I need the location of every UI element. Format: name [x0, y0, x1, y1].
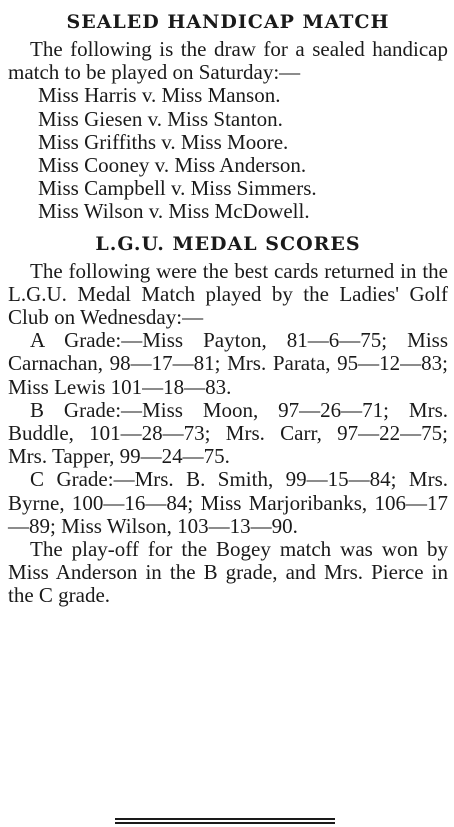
draw-item: Miss Wilson v. Miss McDowell.	[38, 199, 310, 224]
divider-line	[115, 818, 335, 820]
divider-line	[115, 822, 335, 824]
draw-item: Miss Cooney v. Miss Anderson.	[38, 153, 307, 178]
medal-scores-heading: L.G.U. MEDAL SCORES	[95, 232, 361, 255]
grade-c-results: C Grade:—Mrs. B. Smith, 99—15—84; Mrs. Byrne, 100—16—84; Miss Marjoribanks, 106—17—89; Miss Wilson, 103—13—90.	[8, 467, 448, 538]
bogey-playoff-result: The play-off for the Bogey match was won by Miss Anderson in the B grade, and Mrs. Pierce in the C grade.	[8, 537, 448, 608]
draw-item: Miss Griffiths v. Miss Moore.	[38, 129, 289, 154]
grade-b-results: B Grade:—Miss Moon, 97—26—71; Mrs. Buddle, 101—28—73; Mrs. Carr, 97—22—75; Mrs. Tapper, 99—24—75.	[8, 397, 448, 469]
newspaper-column	[8, 6, 448, 608]
draw-list	[8, 84, 448, 223]
grade-a-results: A Grade:—Miss Payton, 81—6—75; Miss Carnachan, 98—17—81; Mrs. Parata, 95—12—83; Miss Lewis 101—18—83.	[8, 328, 448, 399]
draw-item: Miss Campbell v. Miss Simmers.	[38, 176, 317, 201]
draw-item: Miss Giesen v. Miss Stanton.	[38, 106, 283, 131]
medal-scores-intro: The following were the best cards returned in the L.G.U. Medal Match played by the Ladies' Golf Club on Wednesday:—	[8, 258, 448, 330]
sealed-handicap-intro: The following is the draw for a sealed handicap match to be played on Saturday:—	[8, 37, 448, 85]
sealed-handicap-heading: SEALED HANDICAP MATCH	[66, 11, 390, 33]
draw-item: Miss Harris v. Miss Manson.	[38, 83, 281, 108]
column-end-rule	[115, 818, 335, 826]
